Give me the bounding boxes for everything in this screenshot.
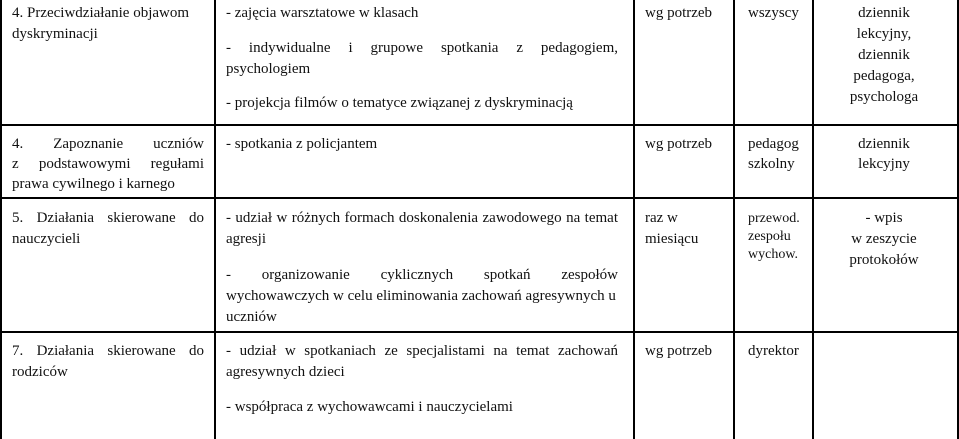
activity-line: uczniów [226, 309, 277, 325]
activity-line: - udział w spotkaniach ze specjalistami na temat zachowań [226, 343, 618, 359]
area-cell-line: dyskryminacji [12, 26, 98, 42]
documentation-line: dziennik [858, 136, 910, 152]
area-cell-line: z podstawowymi regułami [12, 156, 204, 172]
when-cell: wg potrzeb [645, 343, 713, 359]
documentation-line: dziennik [858, 47, 910, 63]
who-cell-line: szkolny [748, 156, 795, 172]
when-cell-line: raz w [645, 210, 678, 226]
activity-line: - udział w różnych formach doskonalenia zawodowego na temat [226, 210, 618, 226]
area-cell-line: rodziców [12, 364, 68, 380]
who-cell-line: przewod. [748, 211, 800, 226]
area-cell-line: 4. Przeciwdziałanie objawom [12, 5, 190, 21]
when-cell: wg potrzeb [645, 5, 713, 21]
activity-line: agresji [226, 231, 266, 247]
area-cell-line: 7. Działania skierowane do [12, 343, 204, 359]
activity-line: - spotkania z policjantem [226, 136, 378, 152]
who-cell-line: wychow. [748, 247, 799, 262]
area-cell-line: prawa cywilnego i karnego [12, 176, 175, 192]
activity-line: - indywidualne i grupowe spotkania z pedagogiem, [226, 40, 618, 56]
who-cell-line: pedagog [748, 136, 799, 152]
activity-line: - zajęcia warsztatowe w klasach [226, 5, 419, 21]
activity-line: - projekcja filmów o tematyce związanej z dyskryminacją [226, 95, 573, 111]
documentation-line: pedagoga, [853, 68, 915, 84]
activity-line: agresywnych dzieci [226, 364, 345, 380]
documentation-line: protokołów [849, 252, 919, 268]
documentation-line: lekcyjny [858, 156, 910, 172]
documentation-line: dziennik [858, 5, 910, 21]
who-cell: wszyscy [748, 5, 799, 21]
documentation-line: lekcyjny, [856, 26, 912, 42]
who-cell-line: zespołu [748, 229, 791, 244]
activity-line: wychowawczych w celu eliminowania zachowań agresywnych u [226, 288, 616, 304]
area-cell-line: 5. Działania skierowane do [12, 210, 204, 226]
documentation-line: psychologa [849, 89, 919, 105]
who-cell: dyrektor [748, 343, 799, 359]
when-cell: wg potrzeb [645, 136, 713, 152]
documentation-line: w zeszycie [851, 231, 917, 247]
activity-line: - organizowanie cyklicznych spotkań zespołów [226, 267, 618, 283]
documentation-line: - wpis [865, 210, 903, 226]
activity-line: psychologiem [226, 61, 311, 77]
area-cell-line: 4. Zapoznanie uczniów [12, 136, 204, 152]
when-cell-line: miesiącu [645, 231, 699, 247]
activity-line: - współpraca z wychowawcami i nauczycielami [226, 399, 513, 415]
area-cell-line: nauczycieli [12, 231, 81, 247]
